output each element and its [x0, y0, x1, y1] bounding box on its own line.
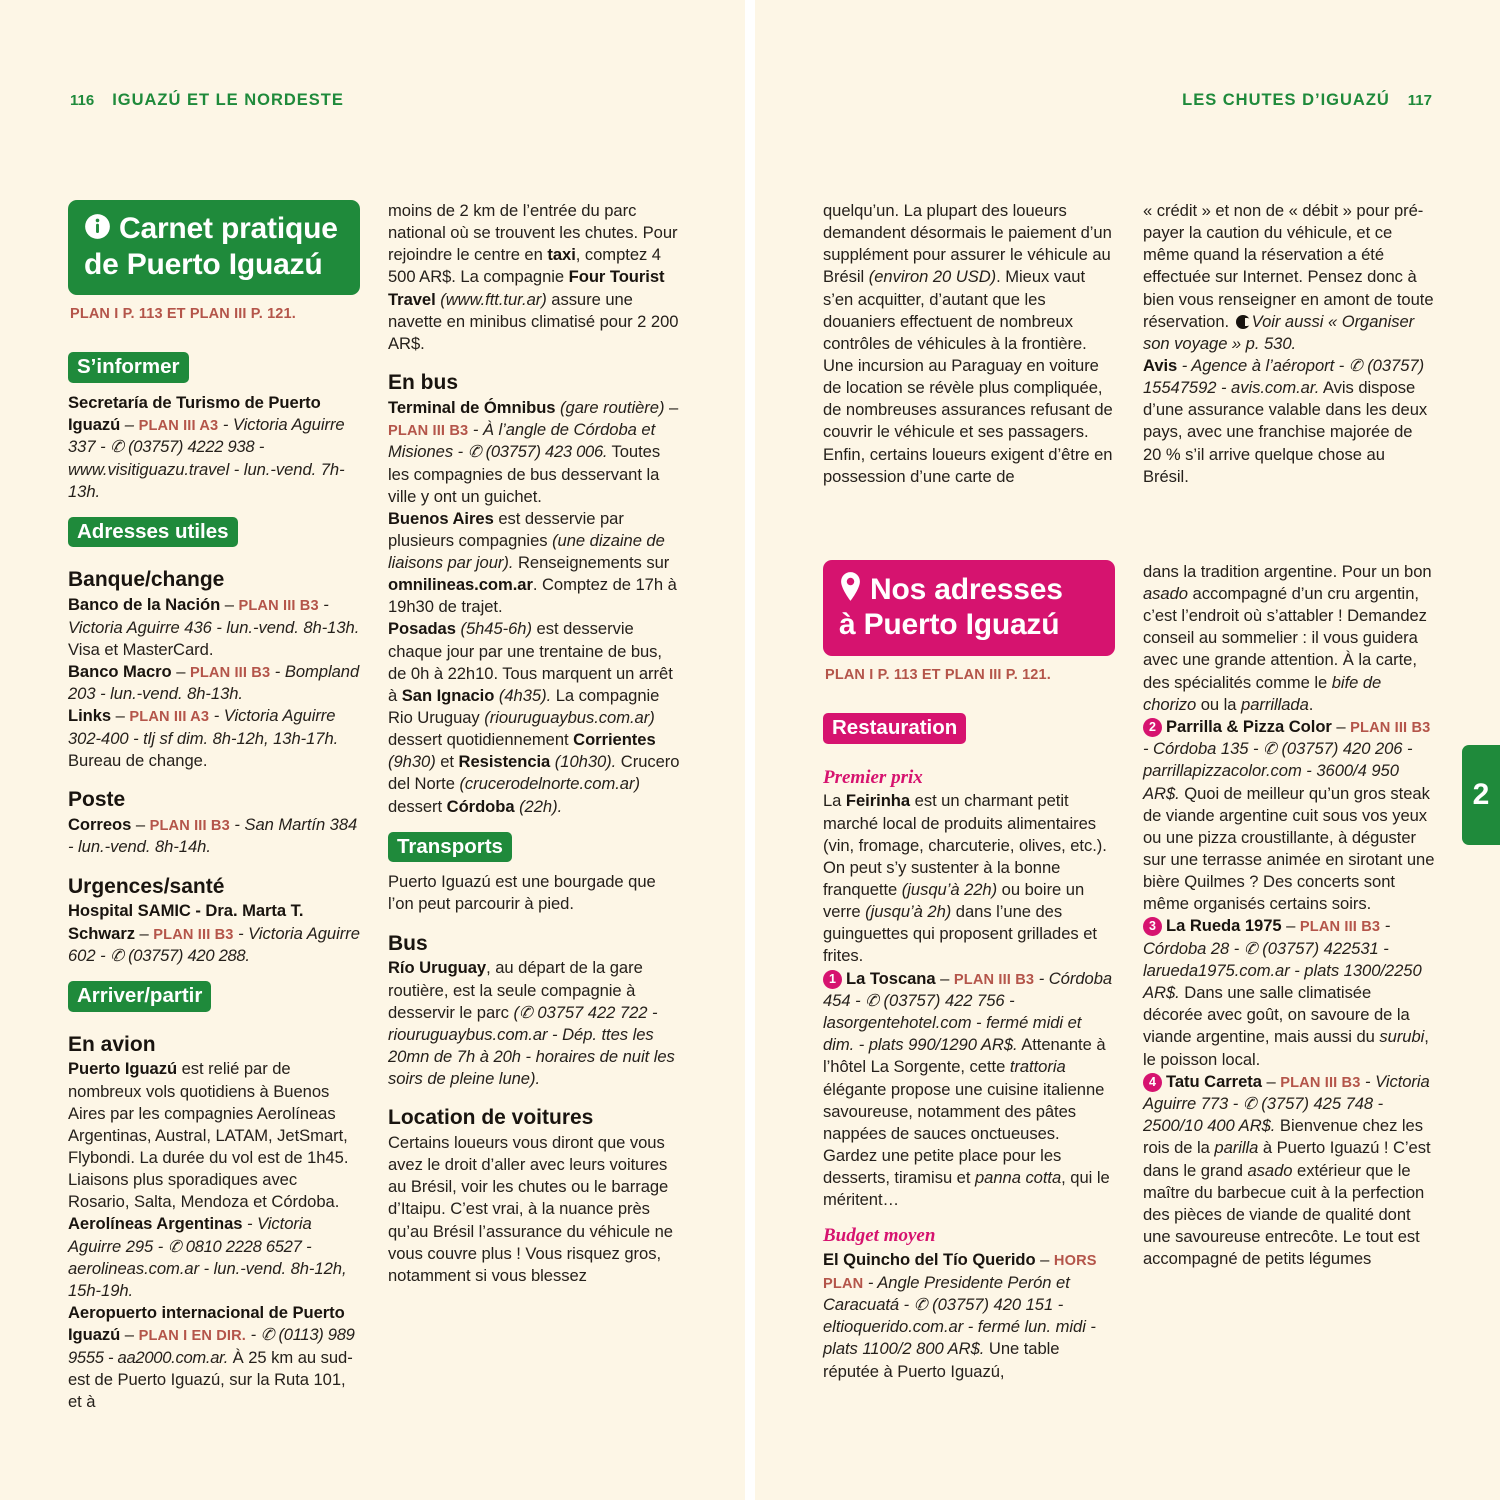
entry-address: - San Martín 384 - lun.-vend. 8h-14h. [68, 814, 358, 857]
column-2 [388, 200, 680, 1413]
running-head-left [70, 88, 344, 112]
subheading-premier-prix: Premier prix [823, 766, 923, 788]
location-pin-icon [839, 572, 862, 609]
entry-details: - Córdoba 135 - ✆ (03757) 420 206 - parrillapizzacolor.com - 3600/4 950 AR$. [1143, 739, 1413, 803]
entry-hours: - aerolineas.com.ar - lun.-vend. 8h-12h, 15h-19h. [68, 1236, 347, 1300]
entry-address: - Bompland 203 - lun.-vend. 8h-13h. [68, 661, 360, 704]
paragraph-avion: Puerto Iguazú est relié par de nombreux vols quotidiens à Buenos Aires par les compagnies Aerolíneas Argentinas, Austral, LATAM, JetSmart, Flybondi. La durée du vol est de 1h45. Liaisons plus sporadiques avec Rosario, Salta, Mendoza et Córdoba. [68, 1059, 349, 1212]
entry-details: - Córdoba 28 - ✆ (03757) 422531 - larueda1975.com.ar - plats 1300/2250 AR$. [1143, 916, 1422, 1003]
entry-name: Tatu Carreta [1166, 1071, 1262, 1091]
plan-tag: PLAN III B3 [189, 664, 271, 681]
page-gutter [745, 0, 755, 1500]
banner-line1: Nos adresses [870, 572, 1063, 606]
phone-number: ✆ (0113) 989 9555 - aa2000.com.ar. [68, 1325, 355, 1367]
column-spacer [1143, 488, 1435, 561]
paragraph-continued-taxi: moins de 2 km de l’entrée du parc national où se trouvent les chutes. Pour rejoindre le centre en taxi, comptez 4 500 AR$. La compagnie Four Tourist Travel (www.ftt.tur.ar) assure une navette en minibus climatisé pour 2 200 AR$. [388, 201, 679, 353]
column-3 [823, 200, 1115, 1383]
heading-bus: Bus [388, 931, 428, 955]
entry-note: Visa et MasterCard. [68, 639, 214, 659]
tag-arriver-partir: Arriver/partir [68, 981, 211, 1012]
entry-banco-macro: Banco Macro – PLAN III B3 - Bompland 203 - lun.-vend. 8h-13h. [68, 661, 360, 704]
listing-number-badge: 4 [1143, 1073, 1162, 1092]
folio-right: 117 [1407, 91, 1432, 109]
cross-reference-icon [1236, 315, 1250, 329]
entry-aerolineas [68, 1213, 360, 1302]
entry-parrilla-pizza-color: 2 Parrilla & Pizza Color – PLAN III B3 - Córdoba 135 - ✆ (03757) 420 206 - parrillapizzacolor.com - 3600/4 950 AR$. Quoi de meilleur qu’un gros steak de viande argentine cuit sous vos yeux ou une pizza croustillante, à déguster sur une terrasse animée en sirotant une bière Quilmes ? Des concerts sont même organisés certains soirs. [1143, 716, 1435, 914]
plan-tag: PLAN III B3 [953, 971, 1035, 988]
plan-tag: PLAN III A3 [129, 709, 210, 726]
running-head-left-title: IGUAZÚ ET LE NORDESTE [112, 90, 344, 109]
entry-avis: Avis - Agence à l’aéroport - ✆ (03757) 15547592 - avis.com.ar. Avis dispose d’une assurance valable dans les deux pays, avec une franchise majorée de 20 % s’il arrive quelque chose au Brésil. [1143, 355, 1428, 486]
entry-la-rueda: 3 La Rueda 1975 – PLAN III B3 - Córdoba 28 - ✆ (03757) 422531 - larueda1975.com.ar - plats 1300/2250 AR$. Dans une salle climatisée décorée avec goût, on savoure de la viande argentine, mais aussi du surubi, le poisson local. [1143, 916, 1429, 1069]
tag-restauration: Restauration [823, 713, 966, 744]
entry-name: Correos [68, 814, 132, 834]
folio-left: 116 [70, 91, 95, 109]
entry-details: - Agence à l’aéroport - ✆ (03757) 15547592 - avis.com.ar. [1143, 355, 1425, 398]
website: omnilineas.com.ar [388, 575, 533, 595]
entry-el-quincho: El Quincho del Tío Querido – HORS PLAN - Angle Presidente Perón et Caracuatá - ✆ (03757) 420 151 - eltioquerido.com.ar - fermé lun. midi - plats 1100/2 800 AR$. Une table réputée à Puerto Iguazú, [823, 1250, 1097, 1381]
entry-address: - Victoria Aguirre 337 - [68, 414, 345, 457]
plan-reference-pink: PLAN I P. 113 ET PLAN III P. 121. [825, 667, 1051, 684]
plan-tag: PLAN III B3 [1280, 1074, 1361, 1091]
entry-name: El Quincho del Tío Querido [823, 1250, 1036, 1270]
entry-feirinha: La Feirinha est un charmant petit marché local de produits alimentaires (vin, fromage, charcuterie, olives, etc.). On peut s’y sustenter à la bonne franquette (jusqu’à 22h) ou boire un verre (jusqu’à 2h) dans l’une des guinguettes qui proposent grillades et frites. [823, 791, 1107, 966]
entry-name: La Toscana [846, 968, 936, 988]
plan-tag: HORS PLAN [823, 1253, 1097, 1292]
plan-tag: PLAN III B3 [153, 926, 234, 943]
running-head-right-title: LES CHUTES D’IGUAZÚ [1182, 90, 1390, 109]
entry-buenos-aires: Buenos Aires est desservie par plusieurs compagnies (une dizaine de liaisons par jour). Renseignements sur omnilineas.com.ar. Comptez de 17h à 19h30 de trajet. [388, 508, 677, 617]
entry-correos: Correos – PLAN III B3 - San Martín 384 - lun.-vend. 8h-14h. [68, 814, 358, 857]
entry-terminal-omnibus: Terminal de Ómnibus (gare routière) – PLAN III B3 - À l’angle de Córdoba et Misiones - ✆ (03757) 423 006. Toutes les compagnies de bus desservant la ville y ont un guichet. [388, 397, 679, 506]
running-head-right [1182, 88, 1432, 112]
entry-banco-nacion: Banco de la Nación – PLAN III B3 - Victoria Aguirre 436 - lun.-vend. 8h-13h. Visa et MasterCard. [68, 595, 360, 659]
cross-reference-text: Voir aussi « Organiser son voyage » p. 530. [1143, 311, 1415, 353]
entry-address: - Victoria Aguirre 602 - [68, 923, 360, 965]
banner-line1: Carnet pratique [119, 212, 338, 245]
plan-reference-green: PLAN I P. 113 ET PLAN III P. 121. [70, 306, 296, 323]
plan-tag: PLAN III B3 [388, 422, 469, 439]
entry-links: Links – PLAN III A3 - Victoria Aguirre 302-400 - tlj sf dim. 8h-12h, 13h-17h. Bureau de change. [68, 706, 339, 771]
entry-tourism-office: Secretaría de Turismo de Puerto Iguazú – PLAN III A3 - Victoria Aguirre 337 - ✆ (03757) 4222 938 - www.visitiguazu.travel - lun.-vend. 7h-13h. [68, 392, 345, 501]
tag-transports: Transports [388, 832, 512, 863]
entry-name: Links [68, 706, 112, 726]
left-page-columns [68, 200, 680, 1413]
entry-details: - Victoria Aguirre 773 - ✆ (3757) 425 748 - 2500/10 400 AR$. [1143, 1071, 1430, 1136]
phone-number: ✆ (03757) 420 288. [110, 945, 250, 965]
heading-poste: Poste [68, 788, 126, 812]
column-spacer [823, 488, 1115, 560]
entry-name: Río Uruguay [388, 958, 487, 978]
heading-banque: Banque/change [68, 568, 225, 592]
phone-number: ✆ 0810 2228 6527 [167, 1236, 302, 1256]
phone-number: ✆ (03757) 4222 938 [110, 437, 255, 457]
entry-name: Hospital SAMIC - Dra. Marta T. Schwarz [68, 901, 304, 943]
column-1 [68, 200, 360, 1413]
paragraph-continued-credit: « crédit » et non de « débit » pour pré-payer la caution du véhicule, et ce même quand la réservation a été effectuée sur Internet. Pensez donc à bien vous renseigner en amont de toute réservation. Voir aussi « Organiser son voyage » p. 530. [1143, 201, 1434, 353]
entry-name: Puerto Iguazú [68, 1059, 178, 1079]
plan-tag: PLAN III B3 [149, 817, 230, 834]
entry-hours: - www.visitiguazu.travel - lun.-vend. 7h-13h. [68, 437, 345, 501]
entry-rio-uruguay: Río Uruguay, au départ de la gare routière, est la seule compagnie à desservir le parc (✆ 03757 422 722 - riouruguaybus.com.ar - Dép. ttes les 20mn de 7h à 20h - horaires de nuit les soirs de pleine lune). [388, 958, 675, 1089]
paragraph-transports: Puerto Iguazú est une bourgade que l’on peut parcourir à pied. [388, 872, 656, 914]
entry-note: À 25 km au sud-est de Puerto Iguazú, sur la Ruta 101, et à [68, 1347, 353, 1411]
nos-adresses-banner [823, 560, 1115, 656]
right-page [755, 0, 1500, 1500]
plan-tag: PLAN III B3 [1350, 719, 1431, 736]
info-icon [84, 213, 111, 248]
entry-name: La Rueda 1975 [1166, 916, 1282, 936]
paragraph-continued-loueurs: quelqu’un. La plupart des loueurs demandent désormais le paiement d’un supplément pour assurer le véhicule au Brésil (environ 20 USD). Mieux vaut s’en acquitter, d’autant que les douaniers effectuent de nombreux contrôles de véhicules à la frontière. Une incursion au Paraguay en voiture de location se révèle plus compliquée, de nombreuses assurances refusant de couvrir le véhicule et ses passagers. Enfin, certains loueurs exigent d’être en possession d’une carte de [823, 201, 1113, 486]
right-page-columns [823, 200, 1435, 1383]
entry-name: Banco de la Nación [68, 595, 221, 615]
entry-name: Secretaría de Turismo de Puerto Iguazú [68, 392, 321, 434]
entry-address: - Victoria Aguirre 302-400 - tlj sf dim. 8h-12h, 13h-17h. [68, 706, 339, 748]
entry-details: - Angle Presidente Perón et Caracuatá - ✆ (03757) 420 151 - eltioquerido.com.ar - fermé lun. midi - plats 1100/2 800 AR$. [823, 1272, 1096, 1359]
plan-tag: PLAN III B3 [238, 598, 319, 615]
heading-urgences: Urgences/santé [68, 874, 225, 898]
entry-name: Aeropuerto internacional de Puerto Iguazú [68, 1302, 345, 1345]
entry-address: - Victoria Aguirre 295 - [68, 1214, 312, 1256]
chapter-tab: 2 [1462, 745, 1500, 845]
entry-note: Toutes les compagnies de bus desservant la ville y ont un guichet. [388, 442, 661, 506]
phone-number: ✆ (03757) 423 006. [467, 442, 608, 462]
entry-details: - Córdoba 454 - ✆ (03757) 422 756 - lasorgentehotel.com - fermé midi et dim. - plats 990/1290 AR$. [823, 968, 1113, 1055]
heading-location-voitures: Location de voitures [388, 1106, 594, 1130]
entry-name: Parrilla & Pizza Color [1166, 716, 1332, 736]
entry-la-toscana: 1 La Toscana – PLAN III B3 - Córdoba 454 - ✆ (03757) 422 756 - lasorgentehotel.com - fermé midi et dim. - plats 990/1290 AR$. Attenante à l’hôtel La Sorgente, cette trattoria élégante propose une cuisine italienne savoureuse, notamment des pâtes nappées de sauces onctueuses. Gardez une petite place pour les desserts, tiramisu et panna cotta, qui le méritent… [823, 968, 1113, 1210]
paragraph-continued-asado: dans la tradition argentine. Pour un bon asado accompagné d’un cru argentin, c’est l’endroit où s’attabler ! Demandez conseil au sommelier : il vous guidera avec une grande attention. À la carte, des spécialités comme le bife de chorizo ou la parrillada. [1143, 561, 1432, 714]
heading-en-avion: En avion [68, 1032, 156, 1056]
listing-number-badge: 2 [1143, 718, 1162, 737]
entry-name: Feirinha [845, 791, 911, 811]
entry-name: Posadas [388, 619, 456, 639]
plan-tag: PLAN III A3 [138, 417, 219, 434]
subheading-budget-moyen: Budget moyen [823, 1225, 936, 1247]
entry-name: Avis [1143, 355, 1178, 375]
paragraph-location: Certains loueurs vous diront que vous avez le droit d’aller avec leurs voitures au Brésil, voir les chutes ou le barrage d’Itaipu. C’est vrai, à la nuance près qu’au Brésil l’assurance du véhicule ne vous couvre plus ! Vous risquez gros, notamment si vous blessez [388, 1132, 673, 1285]
entry-aeropuerto: Aeropuerto internacional de Puerto Iguazú – PLAN I EN DIR. - ✆ (0113) 989 9555 - aa2000.com.ar. À 25 km au sud-est de Puerto Iguazú, sur la Ruta 101, et à [68, 1302, 355, 1411]
entry-hospital: Hospital SAMIC - Dra. Marta T. Schwarz – PLAN III B3 - Victoria Aguirre 602 - ✆ (03757) 420 288. [68, 901, 360, 965]
banner-line2: à Puerto Iguazú [839, 608, 1060, 642]
left-page [0, 0, 745, 1500]
plan-tag: PLAN III B3 [1299, 919, 1381, 936]
entry-details: (✆ 03757 422 722 - riouruguaybus.com.ar - Dép. ttes les 20mn de 7h à 20h - horaires de nuit les soirs de pleine lune). [388, 1002, 675, 1089]
plan-tag: PLAN I EN DIR. [138, 1328, 247, 1345]
carnet-pratique-banner [68, 200, 360, 295]
tag-adresses-utiles: Adresses utiles [68, 517, 238, 548]
entry-address: - Victoria Aguirre 436 - lun.-vend. 8h-13h. [68, 595, 360, 637]
entry-note: Bureau de change. [68, 751, 208, 771]
entry-name: Banco Macro [68, 661, 172, 681]
entry-address: - À l’angle de Córdoba et Misiones - [388, 419, 656, 462]
entry-name: Terminal de Ómnibus [388, 397, 556, 417]
heading-en-bus: En bus [388, 370, 459, 394]
tag-sinformer: S’informer [68, 352, 189, 383]
entry-name: Buenos Aires [388, 508, 494, 528]
listing-number-badge: 1 [823, 970, 842, 989]
entry-posadas: Posadas (5h45-6h) est desservie chaque jour par une trentaine de bus, de 0h à 22h10. Tous marquent un arrêt à San Ignacio (4h35). La compagnie Rio Uruguay (riouruguaybus.com.ar) dessert quotidiennement Corrientes (9h30) et Resistencia (10h30). Crucero del Norte (crucerodelnorte.com.ar) dessert Córdoba (22h). [388, 619, 680, 816]
column-4 [1143, 200, 1435, 1383]
banner-line2: de Puerto Iguazú [84, 247, 323, 281]
listing-number-badge: 3 [1143, 917, 1162, 936]
entry-tatu-carreta: 4 Tatu Carreta – PLAN III B3 - Victoria Aguirre 773 - ✆ (3757) 425 748 - 2500/10 400 AR$. Bienvenue chez les rois de la parilla à Puerto Iguazú ! C’est dans le grand asado extérieur que le maître du barbecue cuit à la perfection des pièces de viande de qualité dont une savoureuse entrecôte. Le tout est accompagné de petits légumes [1143, 1071, 1431, 1269]
entry-name: Aerolíneas Argentinas [68, 1214, 243, 1234]
